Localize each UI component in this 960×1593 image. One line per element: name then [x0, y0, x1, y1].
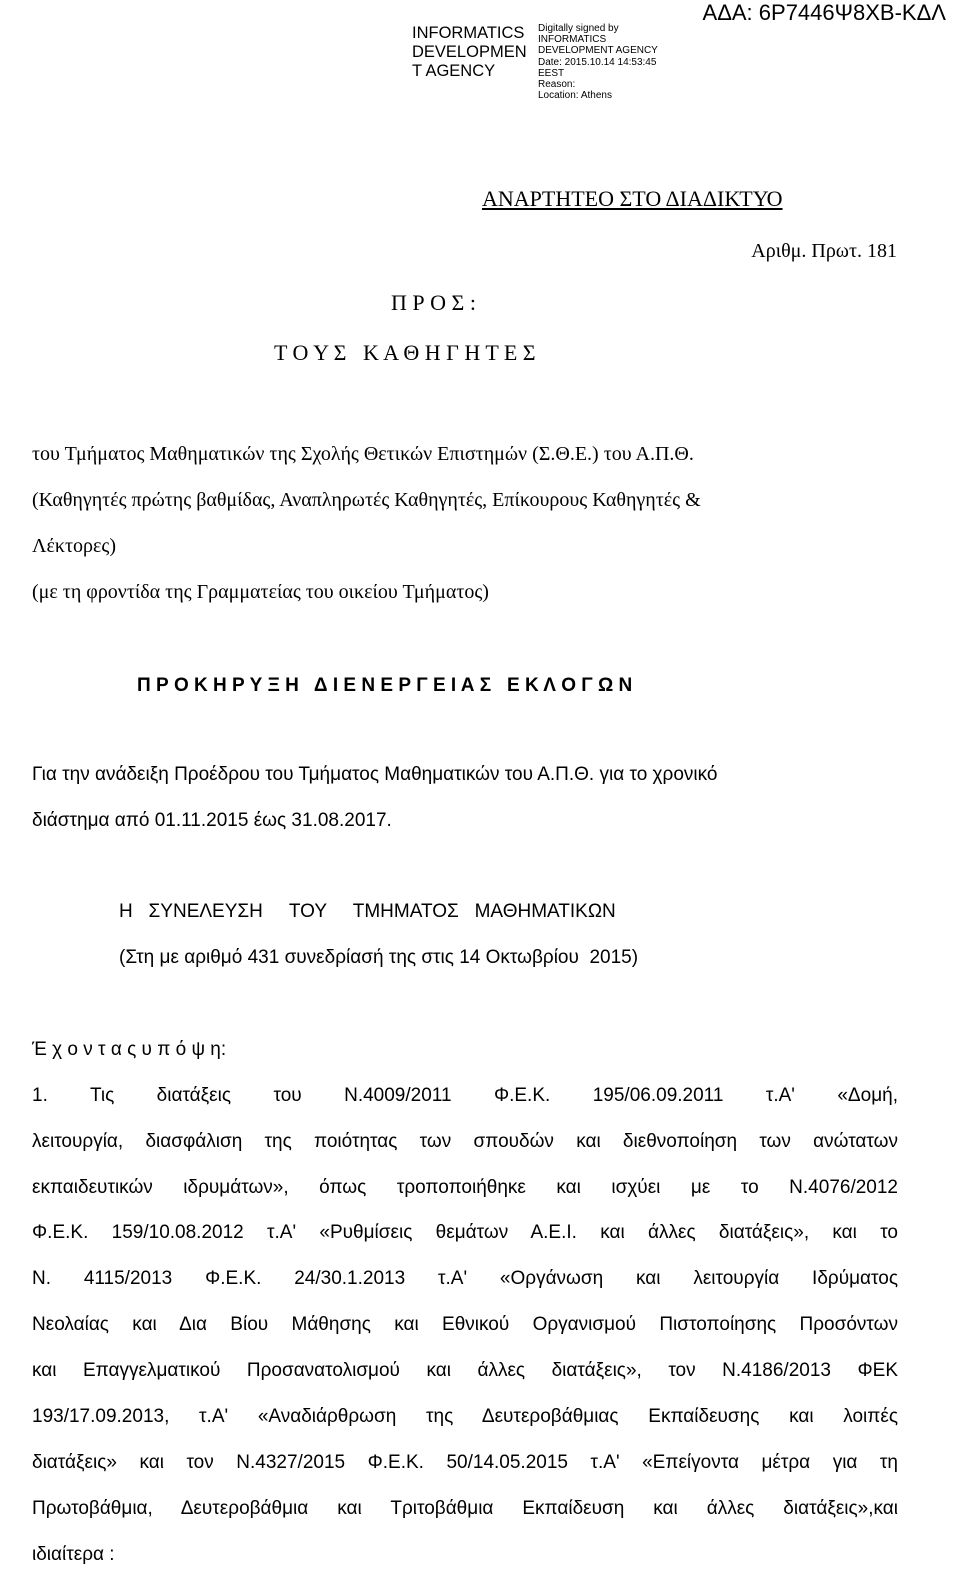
body-line: Ν. 4115/2013 Φ.Ε.Κ. 24/30.1.2013 τ.Α' «Οργάνωση και λειτουργία Ιδρύματος	[32, 1268, 898, 1289]
signature-detail-line: EEST	[538, 67, 565, 79]
protocol-number: Αριθμ. Πρωτ. 181	[751, 240, 897, 262]
recipient-line: (Καθηγητές πρώτης βαθμίδας, Αναπληρωτές Καθηγητές, Επίκουρους Καθηγητές &	[32, 489, 701, 511]
body-line: Φ.Ε.Κ. 159/10.08.2012 τ.Α' «Ρυθμίσεις θεμάτων Α.Ε.Ι. και άλλες διατάξεις», και το	[32, 1222, 898, 1243]
body-line: λειτουργία, διασφάλιση της ποιότητας των σπουδών και διεθνοποίηση των ανώτατων	[32, 1131, 898, 1152]
body-line: Νεολαίας και Δια Βίου Μάθησης και Εθνικού Οργανισμού Πιστοποίησης Προσόντων	[32, 1314, 898, 1335]
body-line: Πρωτοβάθμια, Δευτεροβάθμια και Τριτοβάθμια Εκπαίδευση και άλλες διατάξεις»,και	[32, 1498, 898, 1519]
signature-detail-line: Reason:	[538, 79, 576, 91]
body-line: 1. Τις διατάξεις του Ν.4009/2011 Φ.Ε.Κ. 195/06.09.2011 τ.Α' «Δομή,	[32, 1085, 898, 1106]
recipient-line: (με τη φροντίδα της Γραμματείας του οικείου Τμήματος)	[32, 581, 489, 603]
signature-detail-line: INFORMATICS	[538, 34, 607, 46]
considering-label: Έ χ ο ν τ α ς υ π ό ψ η:	[32, 1039, 227, 1060]
signature-detail-line: DEVELOPMENT AGENCY	[538, 45, 658, 57]
signature-name-line: T AGENCY	[412, 62, 496, 80]
assembly-heading: Η ΣΥΝΕΛΕΥΣΗ ΤΟΥ ΤΜΗΜΑΤΟΣ ΜΑΘΗΜΑΤΙΚΩΝ	[119, 901, 616, 922]
signature-name	[412, 24, 527, 81]
assembly-session: (Στη με αριθμό 431 συνεδρίασή της στις 14 Οκτωβρίου 2015)	[119, 947, 639, 968]
recipient-line: του Τμήματος Μαθηματικών της Σχολής Θετικών Επιστημών (Σ.Θ.Ε.) του Α.Π.Θ.	[32, 443, 694, 465]
posted-online-heading: ΑΝΑΡΤΗΤΕΟ ΣΤΟ ΔΙΑΔΙΚΤΥΟ	[482, 186, 783, 211]
signature-name-line: DEVELOPMEN	[412, 43, 527, 61]
signature-name-line: INFORMATICS	[412, 24, 525, 42]
recipient-line: Λέκτορες)	[32, 535, 116, 557]
announcement-title: Π Ρ Ο Κ Η Ρ Υ Ξ Η Δ Ι Ε Ν Ε Ρ Γ Ε Ι Α Σ Ε Κ Λ Ο Γ Ω Ν	[137, 675, 633, 696]
purpose-line: διάστημα από 01.11.2015 έως 31.08.2017.	[32, 810, 392, 831]
to-label: Π Ρ Ο Σ :	[391, 290, 476, 315]
body-line: διατάξεις» και τον Ν.4327/2015 Φ.Ε.Κ. 50/14.05.2015 τ.Α' «Επείγοντα μέτρα για τη	[32, 1452, 898, 1473]
to-recipients: Τ Ο Υ Σ Κ Α Θ Η Γ Η Τ Ε Σ	[274, 340, 536, 365]
body-line-last: ιδιαίτερα :	[32, 1544, 115, 1565]
ada-code: ΑΔΑ: 6Ρ7446Ψ8ΧΒ-ΚΔΛ	[702, 0, 946, 25]
body-line: εκπαιδευτικών ιδρυμάτων», όπως τροποποιήθηκε και ισχύει με το Ν.4076/2012	[32, 1177, 898, 1198]
signature-detail-line: Location: Athens	[538, 90, 612, 102]
signature-detail-line: Date: 2015.10.14 14:53:45	[538, 56, 657, 68]
purpose-line: Για την ανάδειξη Προέδρου του Τμήματος Μαθηματικών του Α.Π.Θ. για το χρονικό	[32, 764, 718, 785]
body-line: 193/17.09.2013, τ.Α' «Αναδιάρθρωση της Δευτεροβάθμιας Εκπαίδευσης και λοιπές	[32, 1406, 898, 1427]
signature-detail-line: Digitally signed by	[538, 23, 619, 34]
signature-details	[538, 23, 658, 101]
body-line: και Επαγγελματικού Προσανατολισμού και άλλες διατάξεις», τον Ν.4186/2013 ΦΕΚ	[32, 1360, 898, 1381]
